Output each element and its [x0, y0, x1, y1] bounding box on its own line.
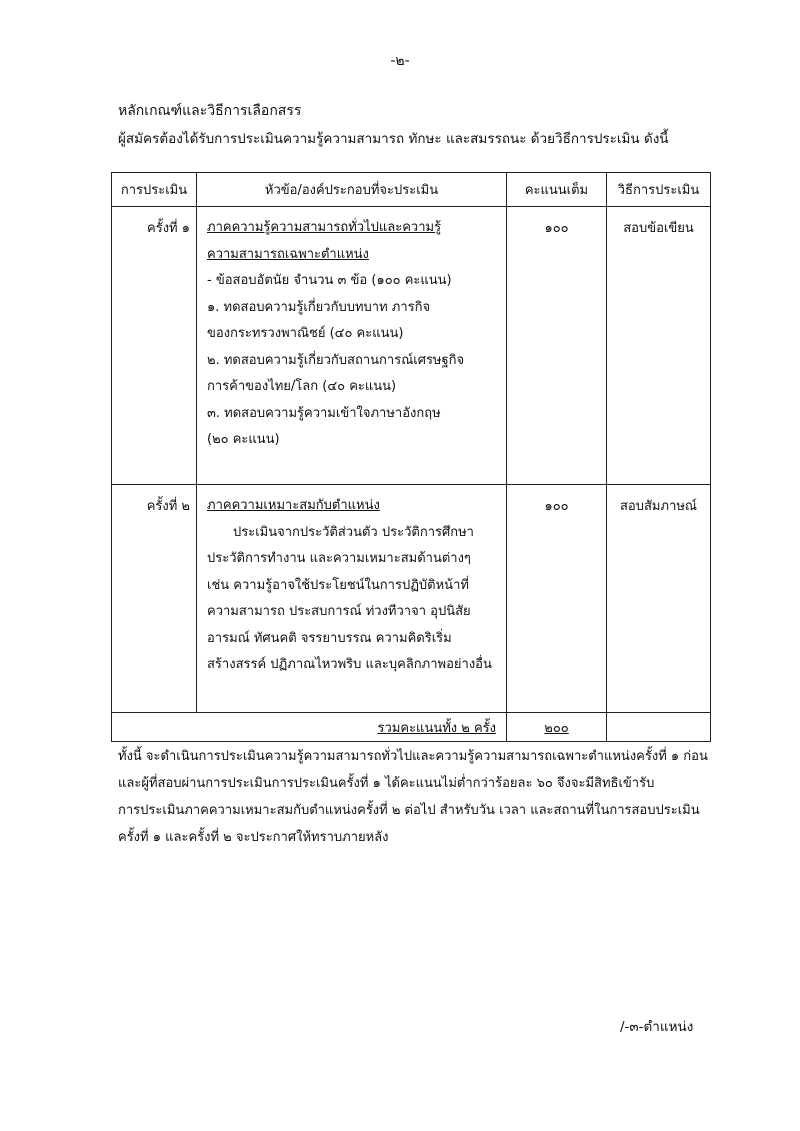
header-full-score: คะแนนเต็ม — [507, 173, 607, 207]
header-method: วิธีการประเมิน — [607, 173, 711, 207]
topic-line: ๑. ทดสอบความรู้เกี่ยวกับบทบาท ภารกิจ — [207, 299, 431, 315]
topic-title: ภาคความเหมาะสมกับตำแหน่ง — [207, 498, 380, 513]
total-label: รวมคะแนนทั้ง ๒ ครั้ง — [112, 713, 507, 742]
section-heading: หลักเกณฑ์และวิธีการเลือกสรร — [118, 103, 302, 119]
score-cell: ๑๐๐ — [507, 485, 607, 713]
topic-title: ภาคความรู้ความสามารถทั่วไปและความรู้ — [207, 220, 442, 235]
header-assessment: การประเมิน — [112, 173, 197, 207]
topic-line: ของกระทรวงพาณิชย์ (๔๐ คะแนน) — [207, 326, 404, 341]
paragraph-line: และผู้ที่สอบผ่านการประเมินการประเมินครั้งที่ ๑ ได้คะแนนไม่ต่ำกว่าร้อยละ ๖๐ จึงจะมีสิทธิเข้ารับ — [118, 776, 655, 791]
method-cell: สอบสัมภาษณ์ — [607, 485, 711, 713]
topic-line: ๓. ทดสอบความรู้ความเข้าใจภาษาอังกฤษ — [207, 405, 441, 421]
round-label: ครั้งที่ ๑ — [112, 207, 197, 485]
topic-line: อารมณ์ ทัศนคติ จรรยาบรรณ ความคิดริเริ่ม — [207, 630, 452, 646]
paragraph-line: ครั้งที่ ๑ และครั้งที่ ๒ จะประกาศให้ทราบภายหลัง — [118, 830, 389, 845]
total-value: ๒๐๐ — [507, 713, 607, 742]
continuation-marker: /-๓-ตำแหน่ง — [620, 1019, 694, 1035]
intro-text: ผู้สมัครต้องได้รับการประเมินความรู้ความสามารถ ทักษะ และสมรรถนะ ด้วยวิธีการประเมิน ดังนี้ — [118, 131, 669, 147]
paragraph-line: การประเมินภาคความเหมาะสมกับตำแหน่งครั้งที่ ๒ ต่อไป สำหรับวัน เวลา และสถานที่ในการสอบประเมิน — [118, 803, 700, 818]
topic-line: (๒๐ คะแนน) — [207, 432, 280, 447]
topic-line: ความสามารถ ประสบการณ์ ท่วงทีวาจา อุปนิสัย — [207, 604, 471, 619]
round-label: ครั้งที่ ๒ — [112, 485, 197, 713]
notice-paragraph — [118, 743, 718, 851]
topic-line: การค้าของไทย/โลก (๔๐ คะแนน) — [207, 379, 397, 394]
total-empty-cell — [607, 713, 711, 742]
topic-line: ประวัติการทำงาน และความเหมาะสมด้านต่างๆ — [207, 551, 471, 566]
total-row — [112, 713, 711, 742]
header-topics: หัวข้อ/องค์ประกอบที่จะประเมิน — [197, 173, 507, 207]
topic-line: สร้างสรรค์ ปฏิภาณไหวพริบ และบุคลิกภาพอย่างอื่น — [207, 657, 492, 672]
topic-line: ๒. ทดสอบความรู้เกี่ยวกับสถานการณ์เศรษฐกิจ — [207, 352, 465, 368]
table-row — [112, 207, 711, 485]
topic-cell — [197, 207, 507, 485]
topic-title: ความสามารถเฉพาะตำแหน่ง — [207, 246, 369, 262]
topic-line: เช่น ความรู้อาจใช้ประโยชน์ในการปฏิบัติหน้าที่ — [207, 577, 469, 593]
assessment-table — [111, 172, 711, 742]
topic-line: ประเมินจากประวัติส่วนตัว ประวัติการศึกษา — [233, 524, 474, 540]
table-row — [112, 485, 711, 713]
table-header-row — [112, 173, 711, 207]
topic-line: - ข้อสอบอัตนัย จำนวน ๓ ข้อ (๑๐๐ คะแนน) — [207, 273, 452, 288]
method-cell: สอบข้อเขียน — [607, 207, 711, 485]
topic-cell — [197, 485, 507, 713]
score-cell: ๑๐๐ — [507, 207, 607, 485]
page-number: -๒- — [390, 53, 410, 69]
paragraph-line: ทั้งนี้ จะดำเนินการประเมินความรู้ความสามารถทั่วไปและความรู้ความสามารถเฉพาะตำแหน่งครั้งที่ ๑ ก่อน — [118, 749, 708, 764]
